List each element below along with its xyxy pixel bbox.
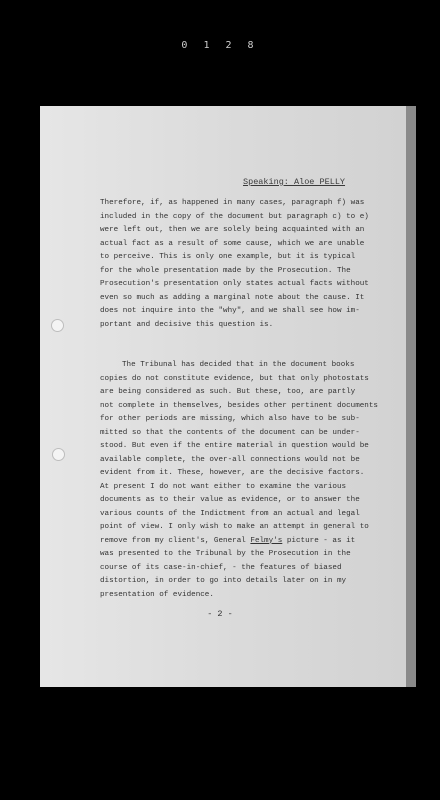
punch-hole [52,448,65,461]
paragraph-1 [100,197,390,332]
text-line: evident from it. These, however, are the decisive factors. [100,469,365,477]
text-line: not complete in themselves, besides other pertinent documents [100,401,378,410]
punch-hole [51,319,64,332]
text-line: included in the copy of the document but paragraph c) to e) [100,212,369,221]
text-line: Therefore, if, as happened in many cases, paragraph f) was [100,199,365,207]
text-fragment: remove from my client's, General [100,536,251,545]
page-edge [406,106,416,687]
client-name: Felmy's [250,536,283,545]
text-line: were left out, then we are solely being acquainted with an [100,226,365,234]
text-line: does not inquire into the "why", and we shall see how im- [100,307,360,315]
text-line: The Tribunal has decided that in the document books [122,361,355,369]
text-line: for other periods are missing, which also have to be sub- [100,415,360,423]
text-line: point of view. I only wish to make an attempt in general to [100,523,369,531]
text-line: stood. But even if the entire material in question would be [100,442,369,450]
text-line: At present I do not want either to examine the various [100,482,347,491]
text-fragment: picture - as it [282,536,356,545]
text-line: to perceive. This is only one example, but it is typical [100,253,356,261]
speaker-heading: Speaking: Aloe PELLY [243,177,346,187]
text-line: distortion, in order to go into details later on in my [100,577,347,585]
text-line: for the whole presentation made by the Prosecution. The [100,266,351,275]
text-line: mitted so that the contents of the document can be under- [100,428,360,437]
text-line: portant and decisive this question is. [100,320,274,329]
text-line: presentation of evidence. [100,590,214,599]
page-number: - 2 - [207,609,233,619]
text-line: copies do not constitute evidence, but that only photostats [100,374,369,383]
paragraph-2 [100,359,390,602]
text-line: actual fact as a result of some cause, which we are unable [100,239,365,248]
text-line: various counts of the Indictment from an actual and legal [100,509,360,518]
text-line: even so much as adding a marginal note about the cause. It [100,293,365,302]
text-line: was presented to the Tribunal by the Prosecution in the [100,550,351,558]
text-line [100,535,390,549]
text-line: course of its case-in-chief, - the features of biased [100,563,342,572]
text-line: Prosecution's presentation only states actual facts without [100,280,369,288]
text-line: documents as to their value as evidence, or to answer the [100,496,360,504]
text-line: available complete, the over-all connections would not be [100,455,360,464]
frame-number: 0 1 2 8 [181,40,259,51]
text-line: are being considered as such. But these, too, are partly [100,388,356,396]
